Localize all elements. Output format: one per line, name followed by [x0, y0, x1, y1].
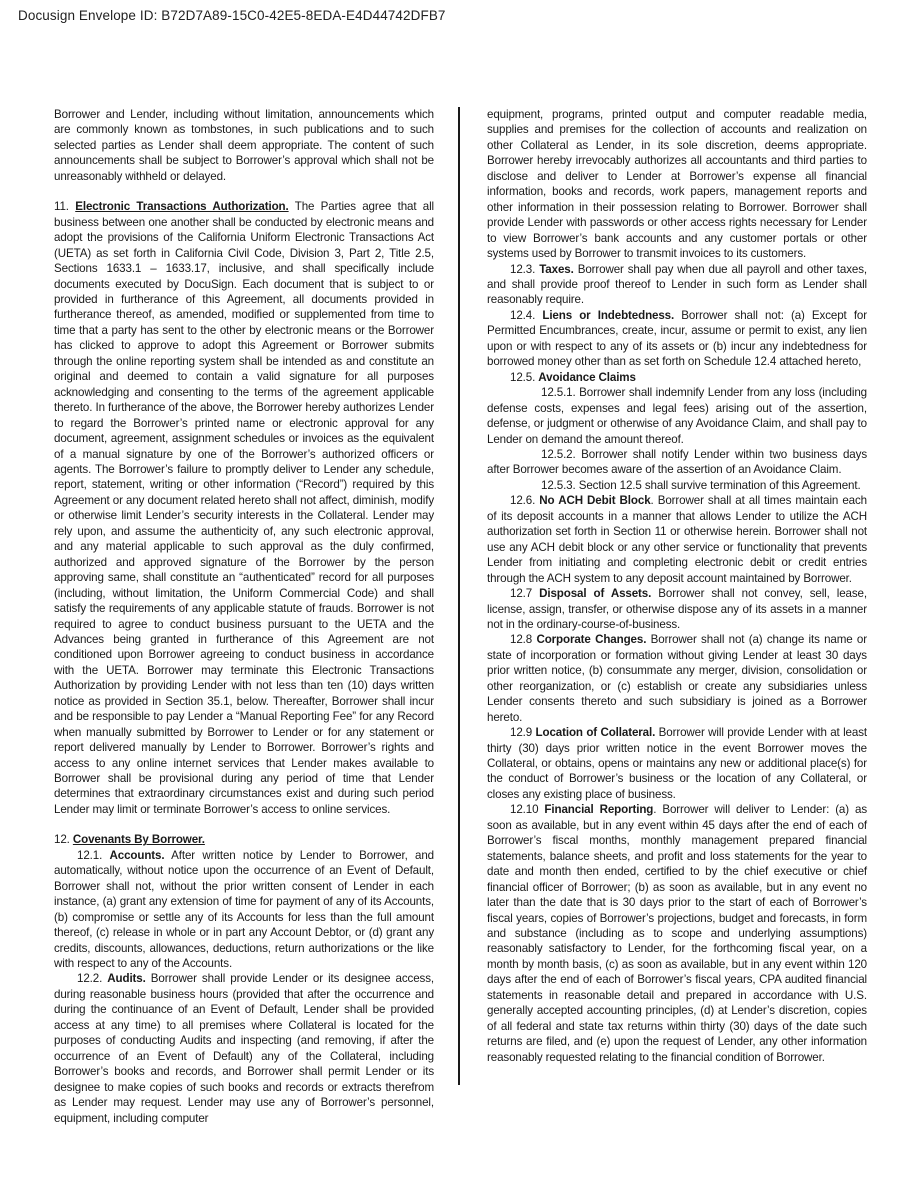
- section-12-2: [54, 971, 434, 1126]
- section-title: Taxes.: [539, 262, 574, 276]
- section-body: Borrower shall pay when due all payroll and other taxes, and shall provide proof thereof to Lender in such form as Lender shall reasonably require.: [487, 262, 868, 307]
- section-number: 12.4.: [510, 308, 536, 322]
- section-number: 12.1.: [77, 848, 103, 862]
- section-title: Corporate Changes.: [536, 633, 647, 647]
- section-title: Audits.: [107, 972, 146, 986]
- section-12-5-2: 12.5.2. Borrower shall notify Lender within two business days after Borrower becomes aware of the assertion of an Avoidance Claim.: [487, 447, 867, 477]
- paragraph-continuation: equipment, programs, printed output and computer readable media, supplies and premises for the collection of accounts and realization on other Collateral as Lender, in its sole discretion, deems appropriate. Borrower hereby irrevocably authorizes all accountants and third parties to disclose and deliver to Lender at Borrower’s expense all financial information, books and records, work papers, management reports and other information in their possession relating to Borrower. Borrower shall provide Lender with passwords or other access rights necessary for Lender to view Borrower’s bank accounts and any customer portals or other systems used by Borrower to transmit invoices to its customers.: [487, 108, 867, 261]
- section-12-heading: [54, 832, 434, 847]
- section-12-3: [487, 262, 867, 308]
- section-number: 12.10: [510, 803, 539, 817]
- paragraph-continuation: Borrower and Lender, including without limitation, announcements which are commonly known as tombstones, in such publications and to such selected parties as Lender shall deem appropriate. The content of such announcements shall be subject to Borrower’s approval which shall not be unreasonably withheld or delayed.: [54, 108, 434, 183]
- section-12-1: [54, 848, 434, 972]
- right-column: [487, 107, 867, 1065]
- section-title: Location of Collateral.: [535, 726, 656, 740]
- envelope-id: Docusign Envelope ID: B72D7A89-15C0-42E5-8EDA-E4D44742DFB7: [18, 8, 446, 23]
- section-body: Borrower shall not convey, sell, lease, license, assign, transfer, or otherwise dispose any of its assets in a manner not in the ordinary-course-of-business.: [487, 587, 867, 631]
- section-title: Disposal of Assets.: [539, 587, 652, 601]
- left-column: [54, 107, 434, 1126]
- section-12-8: [487, 632, 867, 725]
- section-11: [54, 199, 434, 817]
- section-number: 12.7: [510, 587, 533, 601]
- section-body: Borrower shall not (a) change its name or state of incorporation or formation without giving Lender at least 30 days prior written notice, (b) consummate any merger, division, consolidation or other reorganization, or (c) establish or create any subsidiaries unless Lender consents thereto and such subsidiary is joined as a Borrower hereto.: [487, 633, 867, 724]
- section-12-10: [487, 802, 867, 1065]
- section-number: 12.: [54, 833, 70, 847]
- section-12-6: [487, 493, 867, 586]
- section-12-7: [487, 586, 867, 632]
- section-12-9: [487, 725, 867, 802]
- section-body: . Borrower shall at all times maintain each of its deposit accounts in a manner that allows Lender to utilize the ACH authorization set forth in Section 11 or otherwise herein. Borrower shall not use any ACH debit block or any other service or functionality that prevents Lender from initiating and completing electronic debit or credit entries through the ACH system to any deposit account maintained by Borrower.: [487, 494, 867, 585]
- section-body: The Parties agree that all business between one another shall be conducted by electronic means and adopt the provisions of the California Uniform Electronic Transactions Act (UETA) as set forth in California Civil Code, Division 3, Part 2, Title 2.5, Sections 1633.1 – 1633.17, inclusive, and shall specifically include documents executed by DocuSign. Each document that is subject to or provided in furtherance of this Agreement, all documents provided in furtherance thereof, as amended, modified or supplemented from time to time that a party has sent to the other by electronic means or the Borrower has clicked to approve to adopt this Agreement or Borrower submits through the online reporting system shall be intended as and constitute an original and deemed to contain a valid signature for all purposes acknowledging and consenting to the terms of the agreement applicable thereto. In furtherance of the above, the Borrower hereby authorizes Lender to regard the Borrower’s printed name or electronic approval for any document, agreement, assignment schedules or invoices as the equivalent of a manual signature by one of the Borrower’s authorized officers or agents. The Borrower’s failure to promptly deliver to Lender any schedule, report, statement, writing or other information (“Record”) required by this Agreement or any document related hereto shall not affect, diminish, modify or otherwise limit Lender’s security interests in the Collateral. Lender may rely upon, and assume the authenticity of, any such electronic approval, and any material applicable to such approval as the duly confirmed, authorized and approved signature of the Borrower by the person approving same, shall constitute an “authenticated” record for all purposes (including, without limitation, the Uniform Commercial Code) and shall satisfy the requirements of any applicable statute of frauds. Borrower is not required to agree to conduct business pursuant to the UETA and the Advances being granted in furtherance of this Agreement are not conditioned upon Borrower agreeing to conduct business in accordance with the UETA. Borrower may terminate this Electronic Transactions Authorization by providing Lender with not less than ten (10) days written notice as provided in Section 35.1, below. Thereafter, Borrower shall incur and be responsible to pay Lender a “Manual Reporting Fee” for any Record when manually submitted by Borrower to Lender or for any statement or report delivered manually by Lender to Borrower. Borrower’s rights and access to any online internet services that Lender makes available to Borrower shall be provisional during any period of time that Lender determines that extraordinary circumstances exist and during such period Lender may limit or terminate Borrower’s access to online services.: [54, 200, 435, 816]
- section-number: 12.5.: [510, 370, 536, 384]
- section-body: Borrower shall provide Lender or its designee access, during reasonable business hours (provided that after the occurrence and during the continuance of an Event of Default, Lender shall be provided access at any time) to all premises where Collateral is located for the purposes of conducting Audits and inspecting (and removing, if after the occurrence of an Event of Default) any of the Collateral, including Borrower’s books and records, and Borrower shall permit Lender or its designee to make copies of such books and records or extracts therefrom as Lender may request. Lender may use any of Borrower’s personnel, equipment, including computer: [54, 972, 434, 1125]
- section-number: 12.8: [510, 633, 533, 647]
- section-number: 12.2.: [77, 972, 103, 986]
- section-12-4: [487, 308, 867, 370]
- section-body: Borrower shall not: (a) Except for Permitted Encumbrances, create, incur, assume or permit to exist, any lien upon or with respect to any of its assets or (b) incur any indebtedness for borrowed money other than as set forth on Schedule 12.4 attached hereto,: [487, 308, 867, 369]
- column-divider: [458, 107, 460, 1085]
- section-title: Covenants By Borrower.: [72, 833, 205, 847]
- section-number: 12.9: [510, 726, 533, 740]
- section-title: Avoidance Claims: [538, 370, 636, 384]
- section-12-5-1: 12.5.1. Borrower shall indemnify Lender from any loss (including defense costs, expenses and legal fees) arising out of the assertion, defense, or judgment or otherwise of any Avoidance Claim, and shall pay to Lender on demand the amount thereof.: [487, 386, 867, 446]
- section-body: Borrower will provide Lender with at least thirty (30) days prior written notice in the event Borrower moves the Collateral, or obtains, opens or maintains any new or additional place(s) for the conduct of Borrower’s business or the location of any Collateral, or closes any existing place of business.: [487, 726, 867, 801]
- section-body: After written notice by Lender to Borrower, and automatically, without notice upon the occurrence of an Event of Default, Borrower shall not, without the prior written consent of Lender in each instance, (a) grant any extension of time for payment of any of its Accounts, (b) compromise or settle any of its Accounts for less than the full amount thereof, (c) release in whole or in part any Account Debtor, or (d) grant any credits, discounts, allowances, deductions, return authorizations or the like with respect to any of the Accounts.: [54, 848, 434, 971]
- section-number: 11.: [54, 200, 69, 214]
- section-body: . Borrower will deliver to Lender: (a) as soon as available, but in any event within 45 days after the end of each of Borrower’s fiscal months, monthly management prepared financial statements, balance sheets, and profit and loss statements for the year to date and month then ended, certified to by the chief executive or chief financial officer of Borrower; (b) as soon as available, but in any event no later than the date that is 30 days prior to the start of each of Borrower’s fiscal years, copies of Borrower’s projections, budget and forecasts, in form and substance (including as to scope and underlying assumptions) reasonably satisfactory to Lender, for the forthcoming fiscal year, on a month by month basis, (c) as soon as available, but in any event within 120 days after the end of each of Borrower’s fiscal years, CPA audited financial statements in reasonable detail and prepared in accordance with U.S. generally accepted accounting principles, (d) at Lender’s discretion, copies of all federal and state tax returns within thirty (30) days of the date such returns are filed, and (e) upon the request of Lender, any other information reasonably requested relating to the financial condition of Borrower.: [487, 803, 867, 1064]
- section-title: Electronic Transactions Authorization.: [75, 200, 289, 214]
- section-title: Financial Reporting: [544, 803, 654, 817]
- section-12-5-3: 12.5.3. Section 12.5 shall survive termination of this Agreement.: [541, 478, 861, 492]
- section-12-5: [487, 370, 867, 385]
- section-title: No ACH Debit Block: [539, 494, 651, 508]
- section-number: 12.6.: [510, 494, 536, 508]
- section-title: Liens or Indebtedness.: [542, 308, 675, 322]
- section-number: 12.3.: [510, 262, 536, 276]
- section-title: Accounts.: [109, 848, 165, 862]
